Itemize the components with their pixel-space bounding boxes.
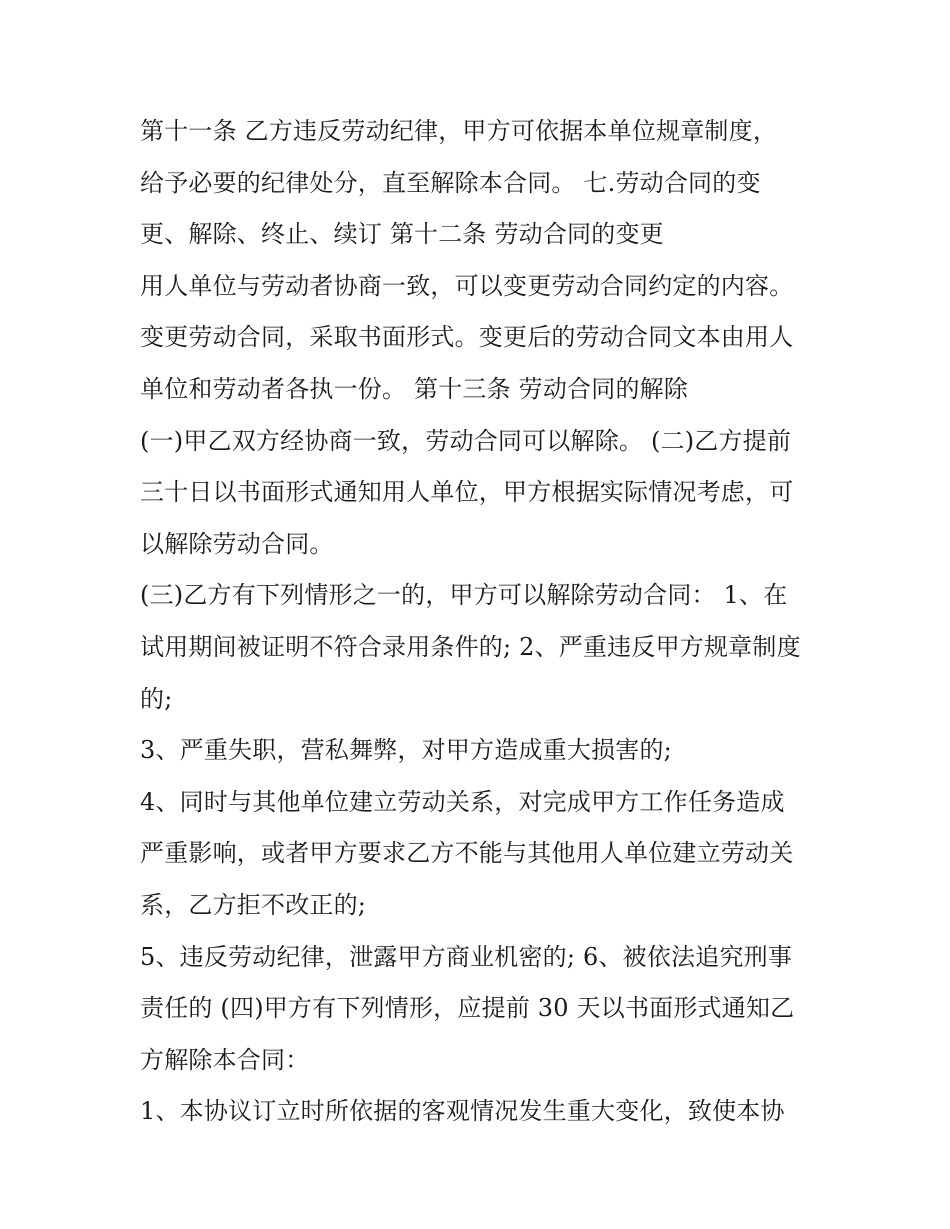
text-line: 三十日以书面形式通知用人单位，甲方根据实际情况考虑，可 [140, 478, 794, 507]
text-line: 第十一条 乙方违反劳动纪律，甲方可依据本单位规章制度， [140, 117, 778, 145]
text-line: 试用期间被证明不符合录用条件的; 2、严重违反甲方规章制度 [140, 632, 801, 661]
text-line: 责任的 (四)甲方有下列情形，应提前 30 天以书面形式通知乙 [140, 994, 795, 1023]
text-line: (一)甲乙双方经协商一致，劳动合同可以解除。 (二)乙方提前 [140, 426, 792, 455]
text-line: 方解除本合同： [140, 1045, 310, 1074]
document-body [140, 106, 830, 1138]
text-line: 5、违反劳动纪律，泄露甲方商业机密的; 6、被依法追究刑事 [140, 942, 793, 971]
text-line: 严重影响，或者甲方要求乙方不能与其他用人单位建立劳动关 [140, 839, 794, 868]
text-line: 给予必要的纪律处分，直至解除本合同。 七.劳动合同的变 [140, 168, 761, 197]
text-line: (三)乙方有下列情形之一的，甲方可以解除劳动合同： 1、在 [140, 581, 788, 610]
text-line: 用人单位与劳动者协商一致，可以变更劳动合同约定的内容。 [140, 271, 794, 300]
text-line: 1、本协议订立时所依据的客观情况发生重大变化，致使本协 [140, 1097, 785, 1126]
text-line: 单位和劳动者各执一份。 第十三条 劳动合同的解除 [140, 374, 689, 403]
text-line: 4、同时与其他单位建立劳动关系，对完成甲方工作任务造成 [140, 787, 785, 816]
text-line: 以解除劳动合同。 [140, 529, 334, 558]
text-line: 系，乙方拒不改正的; [140, 890, 367, 919]
text-line: 变更劳动合同，采取书面形式。变更后的劳动合同文本由用人 [140, 323, 794, 352]
text-line: 的; [140, 684, 173, 713]
text-line: 3、严重失职，营私舞弊，对甲方造成重大损害的; [140, 736, 672, 765]
text-line: 更、解除、终止、续订 第十二条 劳动合同的变更 [140, 220, 664, 249]
